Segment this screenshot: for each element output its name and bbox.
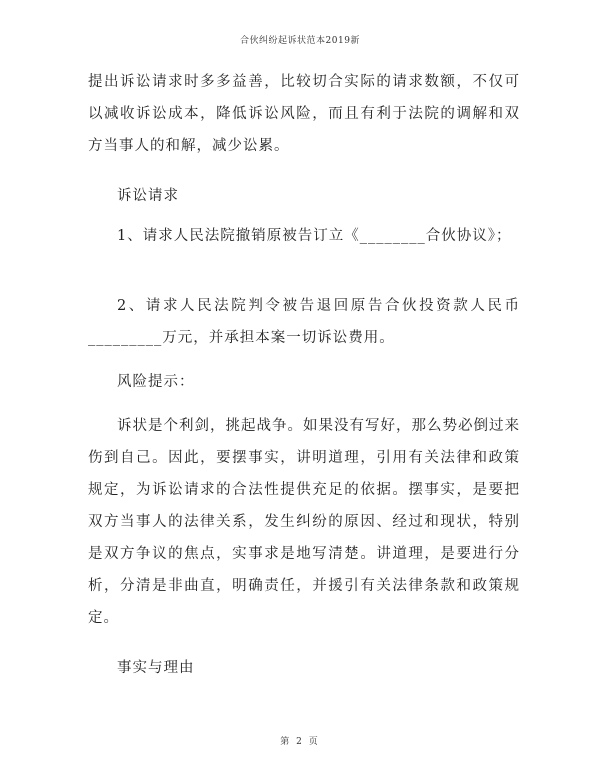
claim-item-1: 1、请求人民法院撤销原被告订立《________合伙协议》；	[117, 228, 512, 244]
risk-paragraph: 诉状是个利剑，挑起战争。如果没有写好，那么势必倒过来伤到自己。因此，要摆事实，讲明道理，引用有关法律和政策规定，为诉讼请求的合法性提供充足的依据。摆事实，是要把双方当事人的法律关系，发生纠纷的原因、经过和现状，特别是双方争议的焦点，实事求是地写清楚。讲道理，是要进行分析，分清是非曲直，明确责任，并援引有关法律条款和政策规定。	[88, 418, 520, 626]
claim-item-2: 2、请求人民法院判令被告退回原告合伙投资款人民币_________万元，并承担本案一切诉讼费用。	[88, 298, 520, 346]
risk-heading: 风险提示：	[117, 374, 195, 390]
facts-heading: 事实与理由	[117, 660, 195, 676]
page-number: 第 2 页	[280, 737, 320, 747]
document-body	[88, 66, 520, 684]
page-header: 合伙纠纷起诉状范本2019新	[240, 36, 360, 46]
claims-heading: 诉讼请求	[117, 188, 179, 204]
intro-paragraph: 提出诉讼请求时多多益善，比较切合实际的请求数额，不仅可以减收诉讼成本，降低诉讼风险，而且有利于法院的调解和双方当事人的和解，减少讼累。	[88, 74, 520, 154]
